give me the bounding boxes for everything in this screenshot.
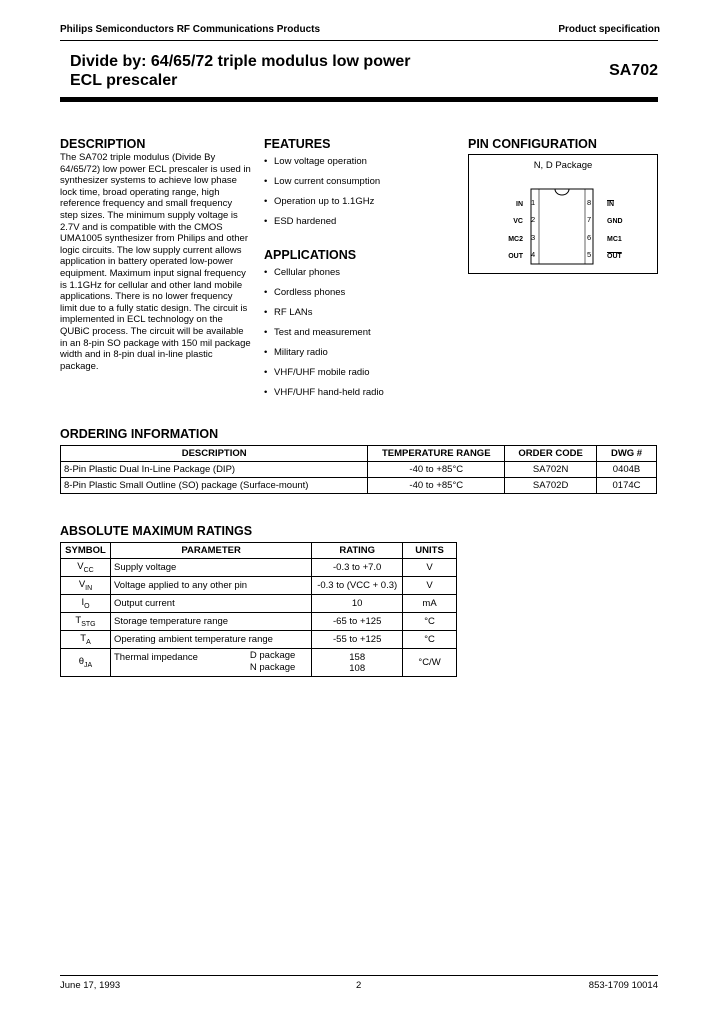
description-line: is 1.1GHz for cellular and other land mobile <box>60 279 243 291</box>
ordering-table <box>60 445 657 494</box>
description-line: UMA1005 synthesizer from Philips and other <box>60 233 248 245</box>
ratings-row <box>61 577 457 595</box>
applications-heading: APPLICATIONS <box>264 248 357 262</box>
application-item: • VHF/UHF mobile radio <box>264 367 454 387</box>
pin-label-right: $\overline{IN}$ <box>607 201 614 208</box>
pin-label-left: MC2 <box>508 236 523 243</box>
ordering-cell: 8-Pin Plastic Small Outline (SO) package (Surface-mount) <box>61 478 368 494</box>
rating-symbol-sub: A <box>86 638 91 646</box>
doc-title <box>70 52 411 90</box>
ordering-heading: ORDERING INFORMATION <box>60 427 219 441</box>
thermal-pkg-d: D package <box>249 650 296 661</box>
rating-symbol-main: I <box>81 597 85 609</box>
description-line: applications. There is no lower frequency <box>60 291 233 303</box>
ordering-cell: 0174C <box>597 478 657 494</box>
ratings-row-thermal <box>61 649 457 677</box>
rating-parameter: Supply voltage <box>110 559 311 577</box>
doc-title-line2: ECL prescaler <box>70 72 178 89</box>
description-line: lock time, broad operating range, high <box>60 186 220 198</box>
pin-label-left: IN <box>516 201 523 208</box>
pin-label-left: OUT <box>508 253 523 260</box>
feature-item: • Low voltage operation <box>264 156 454 176</box>
header-rule <box>60 40 658 41</box>
rating-unit: V <box>403 577 457 595</box>
rating-symbol-main: θ <box>78 656 85 668</box>
ratings-row <box>61 595 457 613</box>
rating-symbol <box>61 577 111 595</box>
rating-symbol-sub: CC <box>83 566 94 574</box>
ic-notch <box>555 189 569 195</box>
ratings-row <box>61 613 457 631</box>
ordering-row <box>61 478 657 494</box>
thermal-label: Thermal impedance <box>113 652 198 663</box>
description-line: in an 8-pin SO package with 150 mil package <box>60 337 251 349</box>
rating-parameter-thermal <box>110 649 311 677</box>
rating-parameter: Output current <box>110 595 311 613</box>
rating-symbol-main: V <box>77 561 84 573</box>
rating-symbol-sub: O <box>84 602 90 610</box>
description-line: reference frequency and small frequency <box>60 198 233 210</box>
rating-symbol <box>61 613 111 631</box>
application-item: • RF LANs <box>264 307 454 327</box>
ratings-col-header: SYMBOL <box>61 543 111 559</box>
pin-number-left: 1 <box>531 198 536 207</box>
header-company: Philips Semiconductors RF Communications Products <box>60 24 321 35</box>
footer-date: June 17, 1993 <box>60 980 121 991</box>
ratings-row <box>61 631 457 649</box>
application-item: • VHF/UHF hand-held radio <box>264 387 454 407</box>
description-line: logic circuits. The low supply current allows <box>60 244 242 256</box>
ordering-cell: -40 to +85°C <box>368 462 505 478</box>
rating-symbol <box>61 595 111 613</box>
pin-label-right: MC1 <box>607 236 622 243</box>
rating-symbol <box>61 559 111 577</box>
features-heading: FEATURES <box>264 137 331 151</box>
pin-config-heading: PIN CONFIGURATION <box>468 137 597 151</box>
rating-unit: mA <box>403 595 457 613</box>
rating-value-thermal <box>312 649 403 677</box>
rating-symbol <box>61 649 111 677</box>
footer-doc-code: 853-1709 10014 <box>588 980 658 991</box>
title-rule <box>60 97 658 102</box>
feature-item: • Low current consumption <box>264 176 454 196</box>
rating-symbol-main: V <box>78 579 86 591</box>
ic-package-diagram <box>469 155 657 273</box>
description-line: QUBiC process. The circuit will be available <box>60 325 244 337</box>
ratings-col-header: RATING <box>312 543 403 559</box>
pin-label-right: $\overline{OUT}$ <box>607 253 622 260</box>
rating-symbol-main: T <box>75 615 82 627</box>
rating-value: -65 to +125 <box>312 613 403 631</box>
ordering-cell: 0404B <box>597 462 657 478</box>
rating-parameter: Voltage applied to any other pin <box>110 577 311 595</box>
ratings-header-row <box>61 543 457 559</box>
pin-label-right: GND <box>607 218 623 225</box>
description-line: implemented in ECL technology on the <box>60 314 223 326</box>
pin-number-right: 6 <box>587 233 592 242</box>
feature-item: • ESD hardened <box>264 216 454 236</box>
doc-title-line1: Divide by: 64/65/72 triple modulus low power <box>70 53 411 70</box>
application-item: • Test and measurement <box>264 327 454 347</box>
part-number: SA702 <box>609 62 658 79</box>
ratings-heading: ABSOLUTE MAXIMUM RATINGS <box>60 524 253 538</box>
rating-value: -0.3 to (VCC + 0.3) <box>312 577 403 595</box>
description-body <box>60 152 260 372</box>
ic-body <box>531 189 593 264</box>
ordering-cell: 8-Pin Plastic Dual In-Line Package (DIP) <box>61 462 368 478</box>
ordering-col-header: DWG # <box>597 446 657 462</box>
ordering-cell: -40 to +85°C <box>368 478 505 494</box>
description-line: limit due to a fully static design. The circuit is <box>60 302 248 314</box>
pin-number-left: 2 <box>531 215 536 224</box>
rating-symbol <box>61 631 111 649</box>
description-heading: DESCRIPTION <box>60 137 146 151</box>
ordering-col-header: TEMPERATURE RANGE <box>368 446 505 462</box>
description-line: 64/65/72) low power ECL prescaler is used in <box>60 163 251 175</box>
rating-symbol-sub: IN <box>85 584 93 592</box>
footer-rule <box>60 975 658 976</box>
description-line: application in battery operated low-power <box>60 256 234 268</box>
rating-value: -55 to +125 <box>312 631 403 649</box>
ratings-col-header: UNITS <box>403 543 457 559</box>
features-list <box>264 156 454 236</box>
pin-config-box <box>468 154 658 274</box>
pin-label-left: VC <box>513 218 523 225</box>
pin-number-left: 4 <box>531 250 536 259</box>
footer-page-number: 2 <box>356 980 362 991</box>
applications-list <box>264 267 454 407</box>
header-doc-type: Product specification <box>558 24 660 35</box>
description-line: The SA702 triple modulus (Divide By <box>60 152 216 163</box>
application-item: • Military radio <box>264 347 454 367</box>
ordering-header-row <box>61 446 657 462</box>
ratings-row <box>61 559 457 577</box>
rating-symbol-sub: STG <box>81 620 96 628</box>
rating-unit: V <box>403 559 457 577</box>
description-line: package. <box>60 360 99 372</box>
ordering-col-header: DESCRIPTION <box>61 446 368 462</box>
pin-number-right: 7 <box>587 215 592 224</box>
application-item: • Cordless phones <box>264 287 454 307</box>
rating-value: -0.3 to +7.0 <box>312 559 403 577</box>
rating-unit: °C <box>403 613 457 631</box>
rating-symbol-main: T <box>80 633 87 645</box>
thermal-rating-d: 158 <box>349 651 366 663</box>
description-line: width and in 8-pin dual in-line plastic <box>60 349 213 361</box>
rating-symbol-sub: JA <box>84 661 93 669</box>
package-label: N, D Package <box>533 160 593 171</box>
ordering-cell: SA702D <box>505 478 597 494</box>
description-line: 2.7V and is compatible with the CMOS <box>60 221 223 233</box>
ordering-cell: SA702N <box>505 462 597 478</box>
rating-value: 10 <box>312 595 403 613</box>
feature-item: • Operation up to 1.1GHz <box>264 196 454 216</box>
pin-number-right: 5 <box>587 250 592 259</box>
ratings-table <box>60 542 457 677</box>
pin-number-right: 8 <box>587 198 592 207</box>
thermal-rating-n: 108 <box>349 662 366 674</box>
rating-parameter: Operating ambient temperature range <box>110 631 311 649</box>
description-line: equipment. Maximum input signal frequency <box>60 267 246 279</box>
ratings-col-header: PARAMETER <box>110 543 311 559</box>
rating-unit: °C <box>403 631 457 649</box>
description-line: synthesizer systems to achieve low phase <box>60 175 237 187</box>
pin-number-left: 3 <box>531 233 536 242</box>
rating-unit-thermal: °C/W <box>403 649 457 677</box>
ordering-row <box>61 462 657 478</box>
thermal-pkg-n: N package <box>249 662 296 673</box>
rating-parameter: Storage temperature range <box>110 613 311 631</box>
application-item: • Cellular phones <box>264 267 454 287</box>
description-line: step sizes. The minimum supply voltage is <box>60 209 238 221</box>
ordering-col-header: ORDER CODE <box>505 446 597 462</box>
